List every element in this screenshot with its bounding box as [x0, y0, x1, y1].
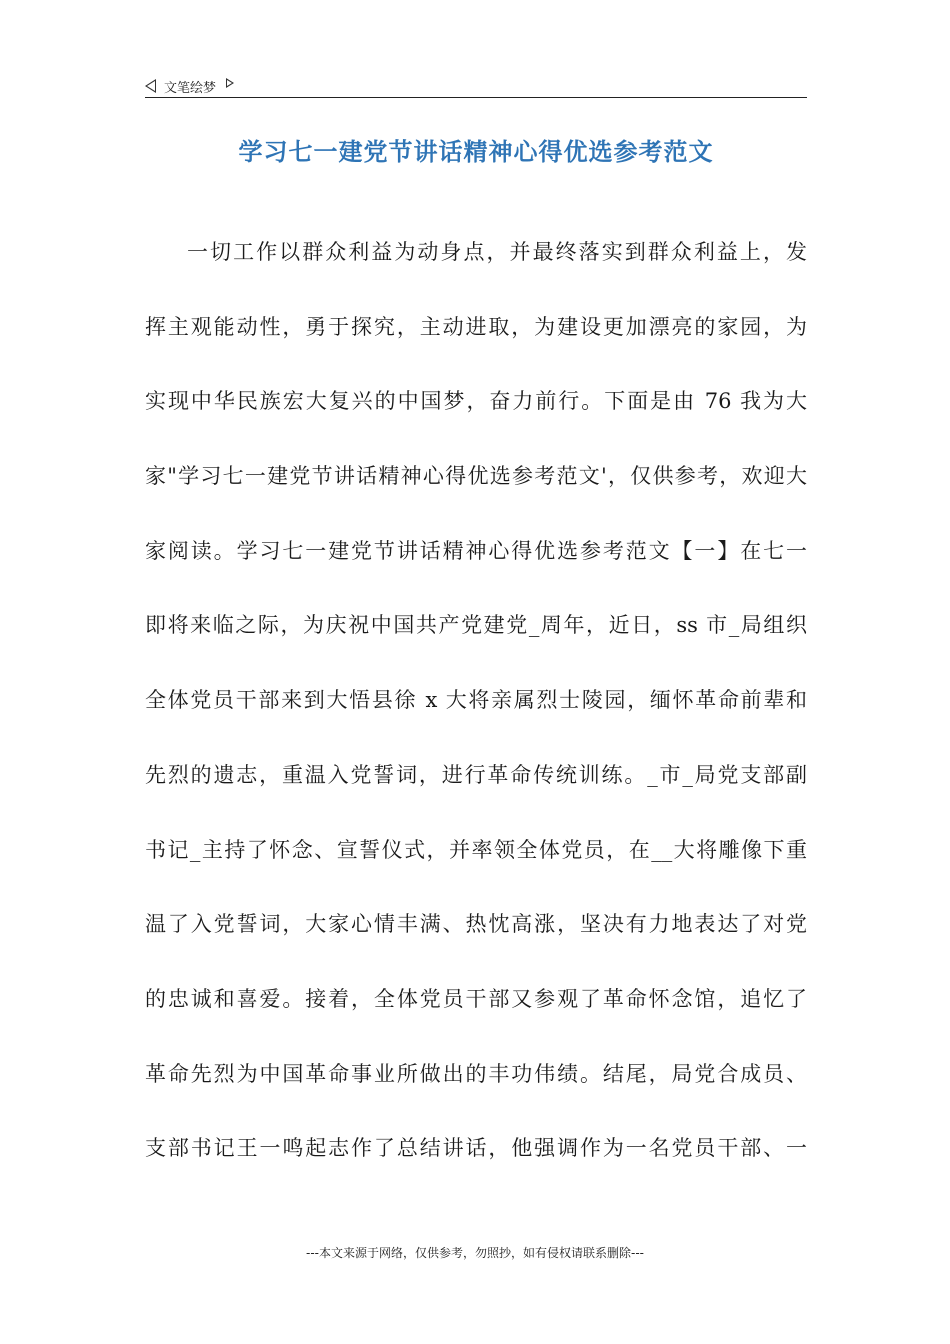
- body-line: 家"学习七一建党节讲话精神心得优选参考范文'，仅供参考，欢迎大: [145, 464, 807, 489]
- body-line: 书记_主持了怀念、宣誓仪式，并率领全体党员，在__大将雕像下重: [145, 837, 807, 862]
- body-line: 一切工作以群众利益为动身点，并最终落实到群众利益上，发: [187, 240, 807, 264]
- body-line: 温了入党誓词，大家心情丰满、热忱高涨，坚决有力地表达了对党: [145, 912, 807, 937]
- header-divider: [145, 97, 807, 98]
- document-body: [145, 232, 807, 1203]
- body-line: 挥主观能动性，勇于探究，主动进取，为建设更加漂亮的家园，为: [145, 314, 807, 339]
- triangle-right-icon: [226, 78, 234, 88]
- body-line: 支部书记王一鸣起志作了总结讲话，他强调作为一名党员干部、一: [145, 1136, 807, 1161]
- body-line: 先烈的遗志，重温入党誓词，进行革命传统训练。_市_局党支部副: [145, 762, 807, 787]
- body-line: 家阅读。学习七一建党节讲话精神心得优选参考范文【一】在七一: [145, 538, 807, 563]
- header-brand: 文笔绘梦: [164, 80, 217, 96]
- body-line: 全体党员干部来到大悟县徐 x 大将亲属烈士陵园，缅怀革命前辈和: [145, 688, 807, 713]
- triangle-left-icon: [145, 79, 156, 93]
- footer-disclaimer: ---本文来源于网络，仅供参考，勿照抄，如有侵权请联系删除---: [306, 1246, 644, 1260]
- body-line: 实现中华民族宏大复兴的中国梦，奋力前行。下面是由 76 我为大: [145, 389, 807, 414]
- document-title: 学习七一建党节讲话精神心得优选参考范文: [238, 138, 714, 166]
- body-line: 革命先烈为中国革命事业所做出的丰功伟绩。结尾，局党合成员、: [145, 1061, 807, 1086]
- page-header: [145, 74, 807, 98]
- body-line: 即将来临之际，为庆祝中国共产党建党_周年，近日，ss 市_局组织: [145, 613, 807, 638]
- body-line: 的忠诚和喜爱。接着，全体党员干部又参观了革命怀念馆，追忆了: [145, 986, 807, 1011]
